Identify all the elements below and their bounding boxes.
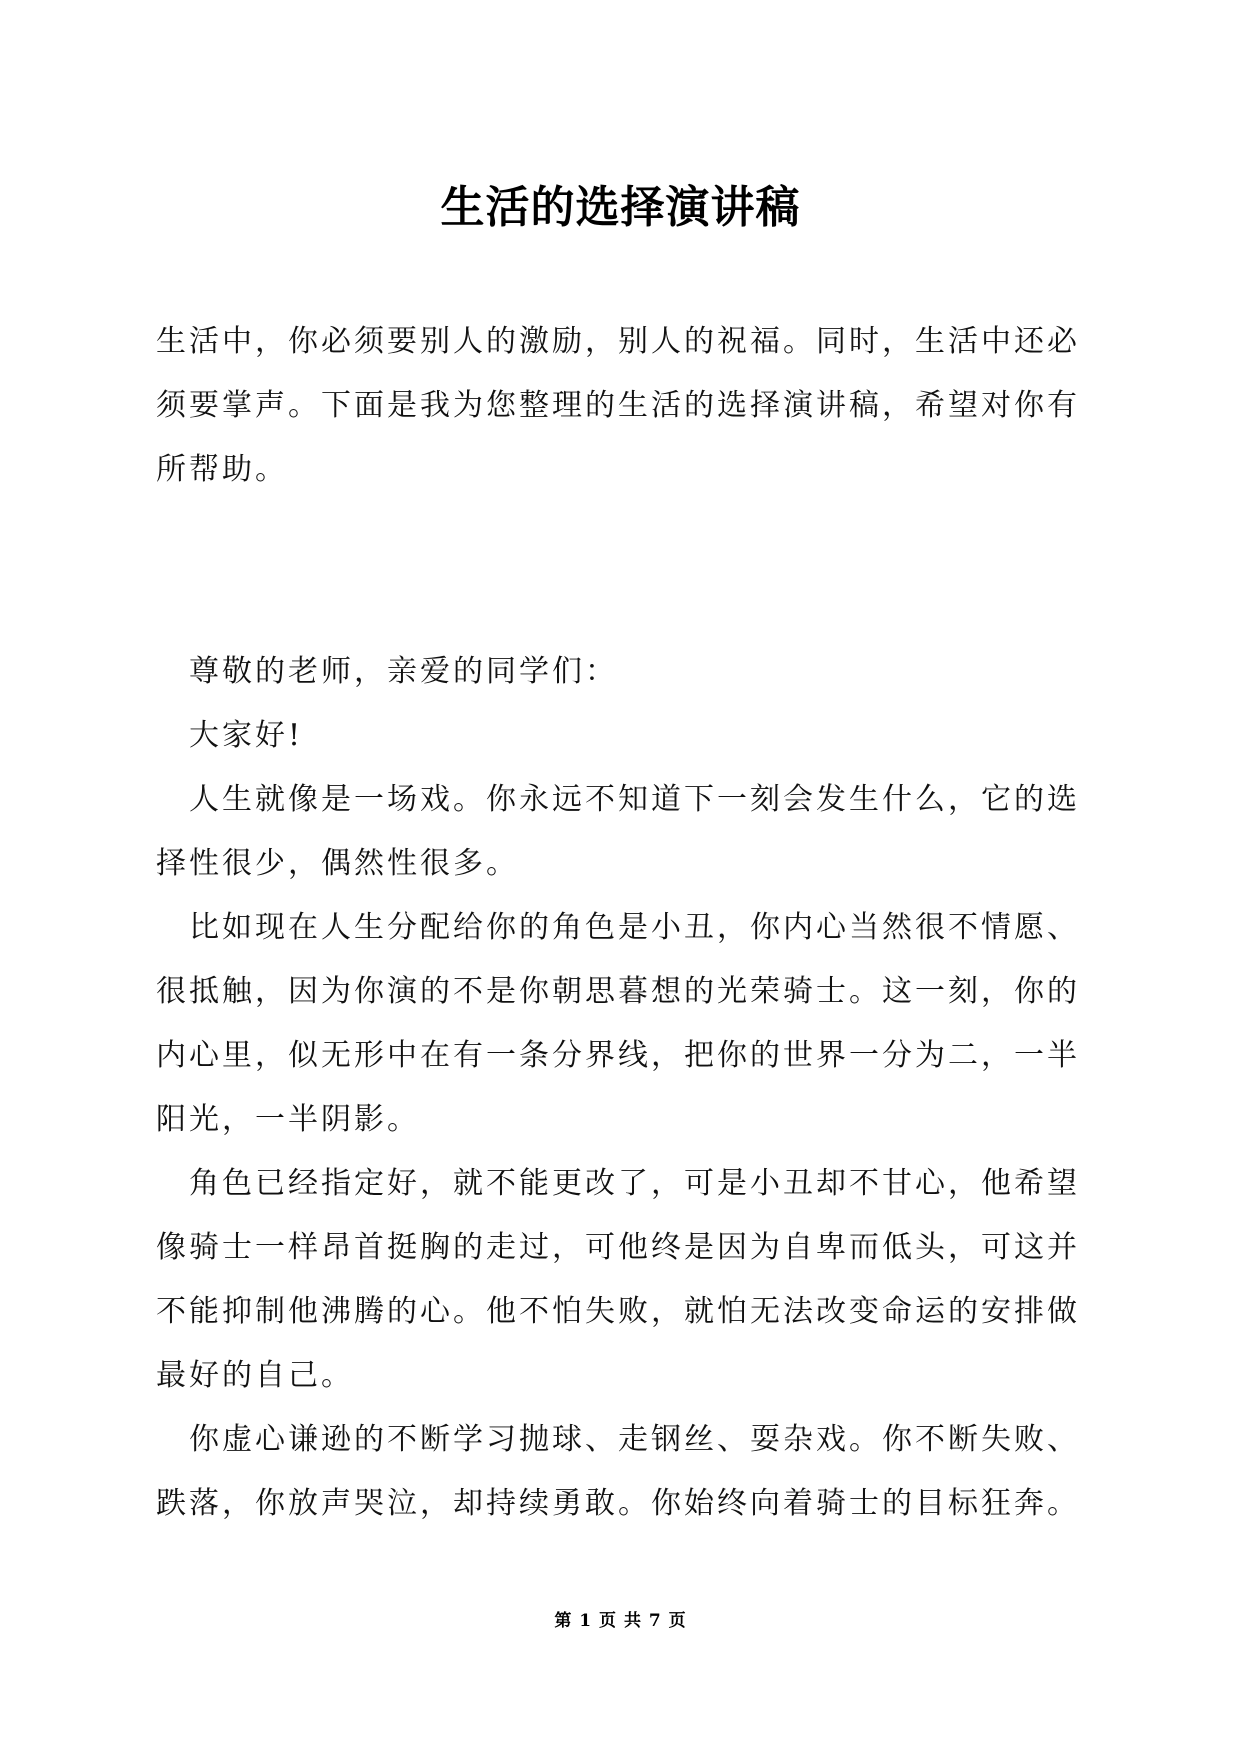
page-number-footer: 第 1 页 共 7 页 xyxy=(554,1611,687,1631)
speech-paragraph xyxy=(156,768,1096,896)
paragraph-line: 跌落，你放声哭泣，却持续勇敢。你始终向着骑士的目标狂奔。 xyxy=(156,1486,1080,1521)
paragraph-line: 内心里，似无形中在有一条分界线，把你的世界一分为二，一半 xyxy=(156,1038,1080,1073)
paragraph-line: 比如现在人生分配给你的角色是小丑，你内心当然很不情愿、 xyxy=(189,910,1080,945)
paragraph-line: 像骑士一样昂首挺胸的走过，可他终是因为自卑而低头，可这并 xyxy=(156,1230,1080,1265)
paragraph-line: 阳光，一半阴影。 xyxy=(156,1102,420,1137)
paragraph-line: 很抵触，因为你演的不是你朝思暮想的光荣骑士。这一刻，你的 xyxy=(156,974,1080,1009)
paragraph-line: 你虚心谦逊的不断学习抛球、走钢丝、耍杂戏。你不断失败、 xyxy=(189,1422,1080,1457)
speech-paragraph xyxy=(156,1152,1096,1408)
paragraph-line: 最好的自己。 xyxy=(156,1358,354,1393)
paragraph-line: 择性很少，偶然性很多。 xyxy=(156,846,519,881)
paragraph-line: 不能抑制他沸腾的心。他不怕失败，就怕无法改变命运的安排做 xyxy=(156,1294,1080,1329)
salutation: 尊敬的老师，亲爱的同学们： xyxy=(189,654,618,689)
speech-paragraph xyxy=(156,896,1096,1152)
intro-paragraph xyxy=(156,310,1096,502)
greeting: 大家好! xyxy=(189,718,304,753)
speech-body xyxy=(156,640,1096,1536)
document-title: 生活的选择演讲稿 xyxy=(440,182,801,233)
intro-line: 生活中，你必须要别人的激励，别人的祝福。同时，生活中还必 xyxy=(156,324,1080,359)
paragraph-line: 角色已经指定好，就不能更改了，可是小丑却不甘心，他希望 xyxy=(189,1166,1080,1201)
intro-line: 所帮助。 xyxy=(156,452,288,487)
intro-line: 须要掌声。下面是我为您整理的生活的选择演讲稿，希望对你有 xyxy=(156,388,1080,423)
paragraph-line: 人生就像是一场戏。你永远不知道下一刻会发生什么，它的选 xyxy=(189,782,1080,817)
speech-paragraph xyxy=(156,1408,1096,1536)
